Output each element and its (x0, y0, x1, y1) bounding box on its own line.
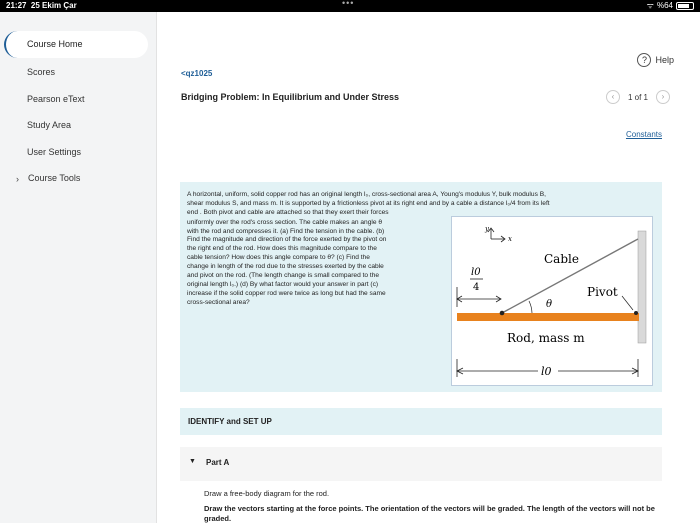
problem-figure (451, 216, 653, 386)
help-icon: ? (637, 53, 651, 67)
theta-label: θ (546, 299, 553, 310)
main-content (158, 12, 700, 523)
length-label: l0 (541, 365, 552, 378)
sidebar-item-label: Course Home (27, 39, 83, 49)
sidebar-item-pearson-etext[interactable]: Pearson eText (27, 94, 85, 104)
battery-percent: %64 (656, 1, 673, 10)
next-button[interactable]: › (656, 90, 670, 104)
wall (638, 231, 646, 343)
problem-line: Find the magnitude and direction of the force exerted by the pivot on (187, 236, 387, 244)
part-a-label: Part A (206, 458, 230, 467)
problem-line: and pivot on the rod. (The length change is small compared to the (187, 272, 380, 280)
sidebar-item-course-tools[interactable]: Course Tools (28, 173, 81, 183)
sidebar-item-user-settings[interactable]: User Settings (27, 147, 82, 157)
fraction-numerator: l0 (471, 267, 481, 278)
rod-label: Rod, mass m (507, 331, 585, 345)
multitask-dots[interactable]: ••• (342, 0, 355, 8)
status-bar (0, 0, 700, 12)
wifi-icon: ᯤ (646, 1, 654, 10)
sidebar-item-course-home[interactable] (4, 31, 148, 58)
problem-line: end . Both pivot and cable are attached so that they exert their forces (187, 208, 389, 216)
problem-line: A horizontal, uniform, solid copper rod has an original length l₀, cross-sectional area A, Young's modulus Y, bulk modulus B, (187, 191, 546, 198)
rod (457, 313, 639, 321)
identify-section (180, 408, 662, 435)
problem-statement (180, 182, 662, 392)
x-axis-label: x (508, 235, 512, 243)
problem-line: the right end of the rod. How does this magnitude compare to the (187, 245, 377, 253)
figure-svg (452, 217, 654, 387)
problem-line: cross-sectional area? (187, 298, 250, 306)
y-axis-label: y (485, 225, 489, 233)
pager (606, 90, 670, 104)
pivot-point (634, 311, 638, 315)
instruction-text: Draw a free-body diagram for the rod. (204, 489, 330, 498)
sidebar (0, 12, 157, 523)
status-time: 21:27 25 Ekim Çar (6, 1, 77, 10)
collapse-triangle-icon: ▼ (189, 458, 196, 465)
page-title: Bridging Problem: In Equilibrium and Under Stress (181, 92, 400, 102)
problem-line: uniformly over the rod's cross section. The cable makes an angle θ (187, 218, 383, 226)
sidebar-item-study-area[interactable]: Study Area (27, 120, 72, 130)
cable-attach-point (500, 311, 505, 316)
problem-text-side (187, 219, 442, 308)
status-right (647, 0, 694, 12)
previous-button[interactable]: ‹ (606, 90, 620, 104)
help-button[interactable] (637, 53, 674, 67)
pager-label: 1 of 1 (627, 92, 648, 102)
theta-arc (529, 301, 532, 313)
cable-label: Cable (544, 252, 579, 266)
part-a-toggle[interactable] (180, 447, 662, 481)
pivot-pointer (622, 296, 633, 310)
help-label: Help (655, 55, 674, 65)
breadcrumb[interactable]: <qz1025 (181, 69, 213, 78)
problem-line: shear modulus S, and mass m. It is supported by a frictionless pivot at its right end and by a cable a distance l₀/4 from its left (187, 199, 550, 207)
battery-icon (676, 2, 694, 10)
problem-line: change in length of the rod due to the stresses exerted by the cable (187, 263, 384, 271)
identify-heading: IDENTIFY and SET UP (188, 417, 272, 426)
problem-text-full (187, 191, 657, 218)
chevron-right-icon[interactable]: › (16, 174, 19, 184)
pivot-label: Pivot (587, 285, 618, 299)
instruction-bold-text: Draw the vectors starting at the force points. The orientation of the vectors will be graded. The length of the vectors will not be graded. (204, 504, 655, 523)
constants-link[interactable]: Constants (625, 130, 662, 139)
problem-line: increase if the solid copper rod were twice as long but had the same (187, 289, 386, 297)
cable-line (502, 239, 638, 313)
sidebar-item-scores[interactable]: Scores (27, 67, 56, 77)
fraction-denominator: 4 (473, 282, 480, 293)
problem-line: with the rod and compresses it. (a) Find the tension in the cable. (b) (187, 227, 385, 235)
problem-line: original length l₀.) (d) By what factor would your answer in part (c) (187, 280, 379, 288)
problem-line: cable tension? How does this angle compare to θ? (c) Find the (187, 254, 370, 262)
